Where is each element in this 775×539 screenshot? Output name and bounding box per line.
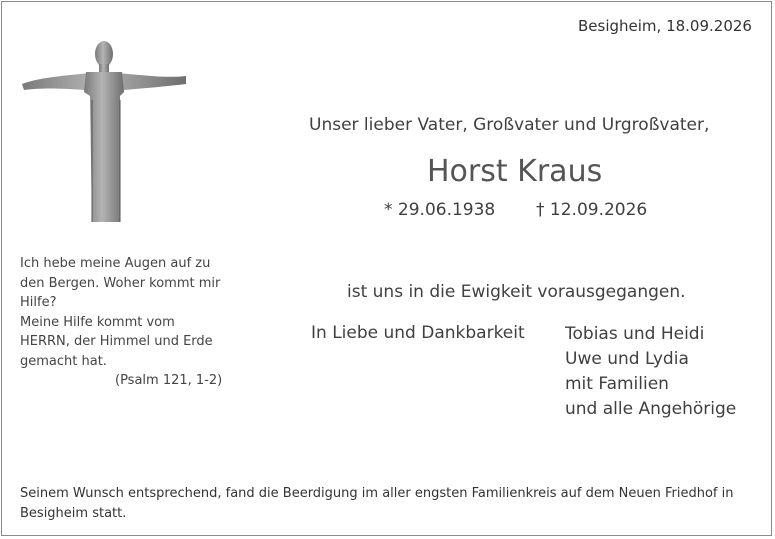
quote-reference: (Psalm 121, 1-2) (115, 373, 223, 388)
deceased-name: Horst Kraus (427, 154, 603, 189)
mourner-line: mit Familien (565, 374, 669, 394)
quote-line: gemacht hat. (20, 353, 107, 369)
cross-with-figure-icon (20, 40, 190, 226)
birth-date: * 29.06.1938 (384, 200, 496, 220)
footer-line: Seinem Wunsch entsprechend, fand die Beerdigung im aller engsten Familienkreis auf dem Neuen Friedhof in (20, 486, 734, 501)
mourner-line: Uwe und Lydia (565, 349, 689, 369)
place-date: Besigheim, 18.09.2026 (578, 17, 752, 35)
intro-line: Unser lieber Vater, Großvater und Urgroßvater, (309, 115, 710, 135)
quote-line: Meine Hilfe kommt vom (20, 314, 175, 330)
mourner-line: und alle Angehörige (565, 399, 737, 419)
psalm-quote (20, 254, 235, 391)
quote-line: HERRN, der Himmel und Erde (20, 334, 213, 349)
quote-line: den Bergen. Woher kommt mir (20, 275, 221, 291)
message-line: ist uns in die Ewigkeit vorausgegangen. (347, 282, 686, 302)
footer-line: Besigheim statt. (20, 506, 127, 521)
death-date: † 12.09.2026 (536, 200, 648, 220)
funeral-note (20, 484, 760, 524)
closing-line: In Liebe und Dankbarkeit (311, 323, 525, 343)
quote-line: Ich hebe meine Augen auf zu (20, 256, 211, 271)
mourner-line: Tobias und Heidi (565, 324, 705, 344)
mourners-list (565, 322, 736, 422)
quote-line: Hilfe? (20, 295, 57, 310)
